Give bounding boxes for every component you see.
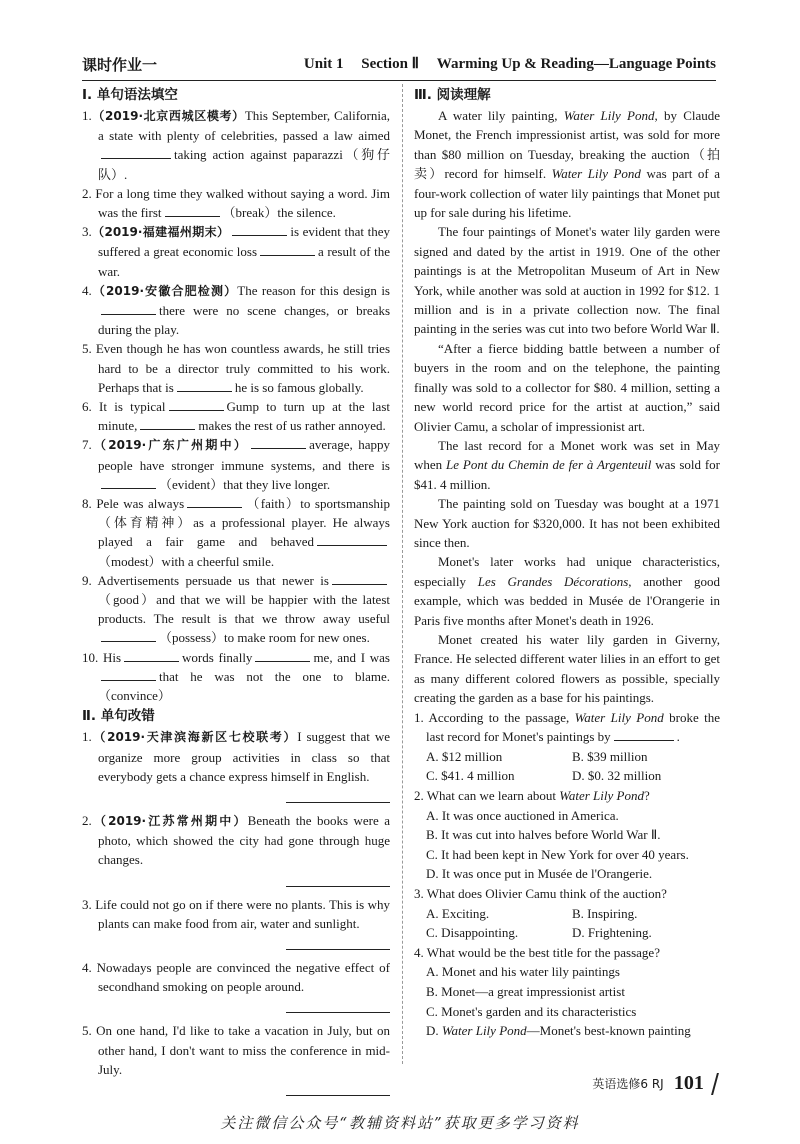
answer-line[interactable] xyxy=(286,802,390,803)
page-header xyxy=(82,52,716,81)
reading-question-3: 3. What does Olivier Camu think of the auction? xyxy=(414,885,667,901)
section-3-title: Ⅲ. 阅读理解 xyxy=(414,87,491,103)
option-b[interactable]: B. $39 million xyxy=(572,748,648,764)
answer-line[interactable] xyxy=(286,886,390,887)
reading-question-2: 2. What can we learn about Water Lily Pond? xyxy=(414,787,650,803)
fill-question-8: 8. Pele was always （faith）to sportsmanship（体育精神）as a professional player. He always played a fair game and behaved（modest）with a cheerful smile. xyxy=(82,496,390,569)
section-2-title: Ⅱ. 单句改错 xyxy=(82,708,155,725)
option-d[interactable]: D. Water Lily Pond—Monet's best-known painting xyxy=(426,1023,691,1039)
book-label: 英语选修6 RJ xyxy=(592,1077,664,1091)
page-footer xyxy=(592,1072,716,1095)
right-column xyxy=(414,86,720,1041)
homework-title: 课时作业一 xyxy=(82,56,158,74)
option-a[interactable]: A. $12 million xyxy=(426,748,503,764)
fill-question-6: 6. It is typical Gump to turn up at the last minute, makes the rest of us rather annoyed. xyxy=(82,399,390,434)
fill-question-1: 1.（2019·北京西城区模考）This September, California, a state with plenty of celebrities, passed a law aimedtaking action against paparazzi（狗仔队）. xyxy=(82,108,390,182)
answer-blank[interactable] xyxy=(101,629,156,642)
answer-blank[interactable] xyxy=(332,572,387,585)
reading-question-1: 1. According to the passage, Water Lily Pond broke the last record for Monet's paintings by . xyxy=(414,709,721,745)
error-question-3: 3. Life could not go on if there were no plants. This is why plants can make food from air, water and sunlight. xyxy=(82,896,390,931)
fill-question-2: 2. For a long time they walked without saying a word. Jim was the first （break）the silence. xyxy=(82,185,391,221)
option-a[interactable]: A. Monet and his water lily paintings xyxy=(426,964,620,980)
answer-blank[interactable] xyxy=(101,146,171,159)
error-question-5: 5. On one hand, I'd like to take a vacation in July, but on other hand, I don't want to miss the conference in mid-July. xyxy=(82,1023,390,1077)
section-1-title: Ⅰ. 单句语法填空 xyxy=(82,87,178,103)
passage-paragraph-5: The painting sold on Tuesday was bought at a 1971 New York auction for $320,000. It has not been exhibited since then. xyxy=(414,496,720,550)
passage-paragraph-1: A water lily painting, Water Lily Pond, by Claude Monet, the French impressionist artist, was sold for more than $80 million on Tuesday, breaking the auction（拍卖）record for himself. Water Lily Pond was part of a four-work collection of water lily paintings that Monet put up for sale during his lifetime. xyxy=(414,108,721,221)
column-divider xyxy=(402,84,403,1064)
answer-blank[interactable] xyxy=(614,728,674,741)
answer-line[interactable] xyxy=(286,1012,390,1013)
fill-question-4: 4.（2019·安徽合肥检测）The reason for this design is there were no scene changes, or breaks during the play. xyxy=(82,282,390,338)
watermark: 关注微信公众号“教辅资料站”获取更多学习资料 xyxy=(220,1114,580,1132)
unit-label: Unit 1 xyxy=(303,56,344,72)
fill-question-7: 7.（2019·广东广州期中） average, happy people have stronger immune systems, and there is（evident）that they live longer. xyxy=(82,437,390,492)
error-question-2: 2.（2019·江苏常州期中）Beneath the books were a photo, which showed the city had gone through huge changes. xyxy=(82,812,390,868)
option-b[interactable]: B. It was cut into halves before World War Ⅱ. xyxy=(426,827,661,843)
option-d[interactable]: D. $0. 32 million xyxy=(572,768,662,784)
fill-question-5: 5. Even though he has won countless awards, he still tries hard to be a director truly committed to his work. Perhaps that is he is so famous globally. xyxy=(82,341,391,395)
answer-blank[interactable] xyxy=(101,476,156,489)
option-d[interactable]: D. It was once put in Musée de l'Orangerie. xyxy=(426,866,653,882)
answer-line[interactable] xyxy=(286,949,390,950)
left-column xyxy=(82,86,390,1104)
fill-question-9: 9. Advertisements persuade us that newer is（good）and that we will be happier with the latest products. The result is that we throw away useful（possess）to make room for new ones. xyxy=(82,572,390,646)
reading-question-4: 4. What would be the best title for the passage? xyxy=(414,944,660,960)
passage-paragraph-3: “After a fierce bidding battle between a number of buyers in the room and on the telephone, the painting finally was sold to a collector for $80. 4 million, setting a new world record price for the artist at auction,” said Olivier Camu, a scholar of impressionist art. xyxy=(414,340,720,434)
answer-blank[interactable] xyxy=(251,436,306,449)
option-c[interactable]: C. Disappointing. xyxy=(426,925,519,941)
reading-question-3-options xyxy=(414,904,720,943)
answer-blank[interactable] xyxy=(140,417,195,430)
footer-slash xyxy=(711,1073,719,1095)
fill-question-10: 10. His words finally me, and I wasthat he was not the one to blame.（convince） xyxy=(82,649,390,704)
answer-blank[interactable] xyxy=(124,649,179,662)
option-a[interactable]: A. Exciting. xyxy=(426,905,490,921)
option-d[interactable]: D. Frightening. xyxy=(572,925,652,941)
answer-blank[interactable] xyxy=(260,243,315,256)
passage-paragraph-7: Monet created his water lily garden in Giverny, France. He selected different water lilies in an effort to get as many different colored flowers as possible, specially creating the garden as a base for his paintings. xyxy=(414,631,720,706)
answer-blank[interactable] xyxy=(101,668,156,681)
answer-blank[interactable] xyxy=(255,649,310,662)
option-c[interactable]: C. $41. 4 million xyxy=(426,768,515,784)
passage-paragraph-4: The last record for a Monet work was set in May when Le Pont du Chemin de fer à Argenteuil was sold for $41. 4 million. xyxy=(414,437,721,492)
answer-blank[interactable] xyxy=(187,495,242,508)
option-a[interactable]: A. It was once auctioned in America. xyxy=(426,807,619,823)
topic-label: Warming Up & Reading—Language Points xyxy=(436,56,716,72)
error-question-4: 4. Nowadays people are convinced the negative effect of secondhand smoking on people around. xyxy=(82,959,390,995)
option-c[interactable]: C. It had been kept in New York for over 40 years. xyxy=(426,846,689,862)
page-number: 101 xyxy=(673,1072,704,1094)
passage-paragraph-6: Monet's later works had unique characteristics, especially Les Grandes Décorations, another good example, which was bedded in Musée de l'Orangerie in Paris five months after Monet's death in 1926. xyxy=(414,554,720,628)
answer-blank[interactable] xyxy=(232,223,287,236)
option-b[interactable]: B. Monet—a great impressionist artist xyxy=(426,983,625,999)
answer-blank[interactable] xyxy=(317,533,387,546)
option-c[interactable]: C. Monet's garden and its characteristics xyxy=(426,1003,637,1019)
answer-blank[interactable] xyxy=(169,398,224,411)
answer-blank[interactable] xyxy=(165,204,220,217)
option-b[interactable]: B. Inspiring. xyxy=(572,905,638,921)
answer-line[interactable] xyxy=(286,1095,390,1096)
passage-paragraph-2: The four paintings of Monet's water lily garden were signed and dated by the artist in 1919. One of the other paintings is at the Metropolitan Museum of Art in New York, while another was sold at auction in 1992 for $12. 1 million and is in a private collection now. The final painting in the series was cut into two before World War Ⅱ. xyxy=(414,224,720,337)
fill-question-3: 3.（2019·福建福州期末） is evident that they suffered a great economic loss a result of the war. xyxy=(82,224,390,279)
lesson-title xyxy=(290,54,716,73)
error-question-1: 1.（2019·天津滨海新区七校联考）I suggest that we organize more group activities in class so that everybody gets a chance express himself in English. xyxy=(82,729,390,784)
reading-question-1-options xyxy=(414,747,720,786)
answer-blank[interactable] xyxy=(177,379,232,392)
section-label: Section Ⅱ xyxy=(361,56,420,72)
answer-blank[interactable] xyxy=(101,302,156,315)
